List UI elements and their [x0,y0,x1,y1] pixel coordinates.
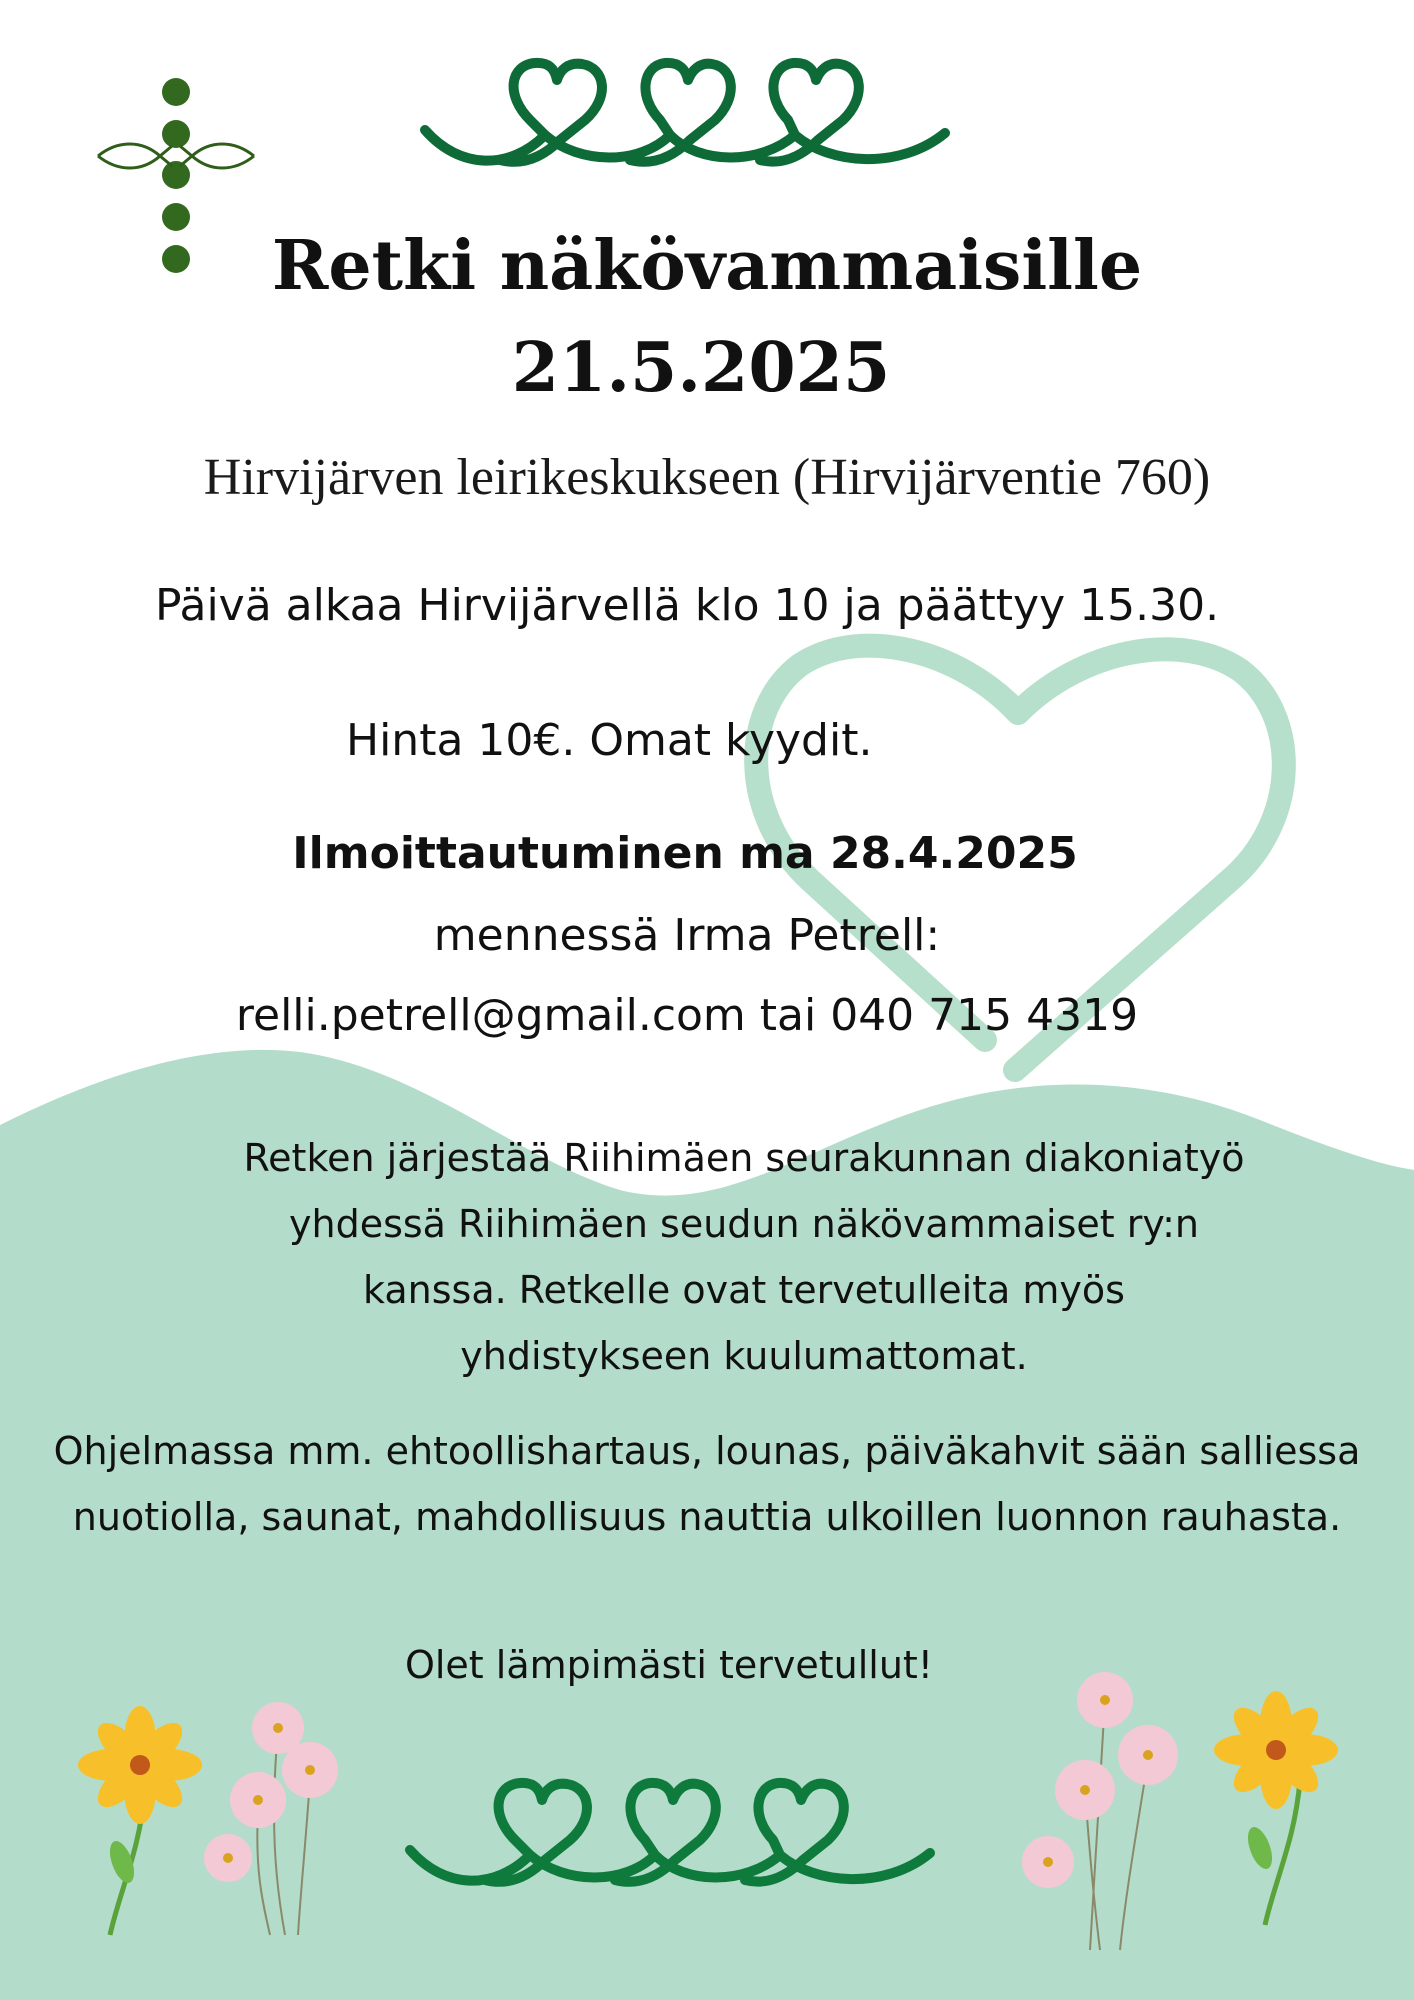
hearts-ribbon-top-icon [425,63,945,162]
event-location: Hirvijärven leirikeskukseen (Hirvijärventie 760) [203,449,1211,506]
title-line-1: Retki näkövammaisille [271,226,1143,306]
registration-deadline: Ilmoittautuminen ma 28.4.2025 [292,828,1078,879]
event-price: Hinta 10€. Omat kyydit. [346,715,873,766]
organizer-text: Retken järjestää Riihimäen seurakunnan diakoniatyö yhdessä Riihimäen seudun näkövammaiset ry:n kanssa. Retkelle ovat tervetulleita myös yhdistykseen kuulumattomat. [243,1136,1245,1378]
title-line-2: 21.5.2025 [511,328,891,408]
program-text: Ohjelmassa mm. ehtoollishartaus, lounas, päiväkahvit sään salliessa nuotiolla, saunat, mahdollisuus nauttia ulkoillen luonnon rauhasta. [53,1429,1361,1539]
welcome-text: Olet lämpimästi tervetullut! [404,1643,934,1687]
registration-details: relli.petrell@gmail.com tai 040 715 4319 [235,990,1139,1041]
registration-contact: mennessä Irma Petrell: [433,910,941,961]
event-time: Päivä alkaa Hirvijärvellä klo 10 ja päättyy 15.30. [154,580,1220,631]
